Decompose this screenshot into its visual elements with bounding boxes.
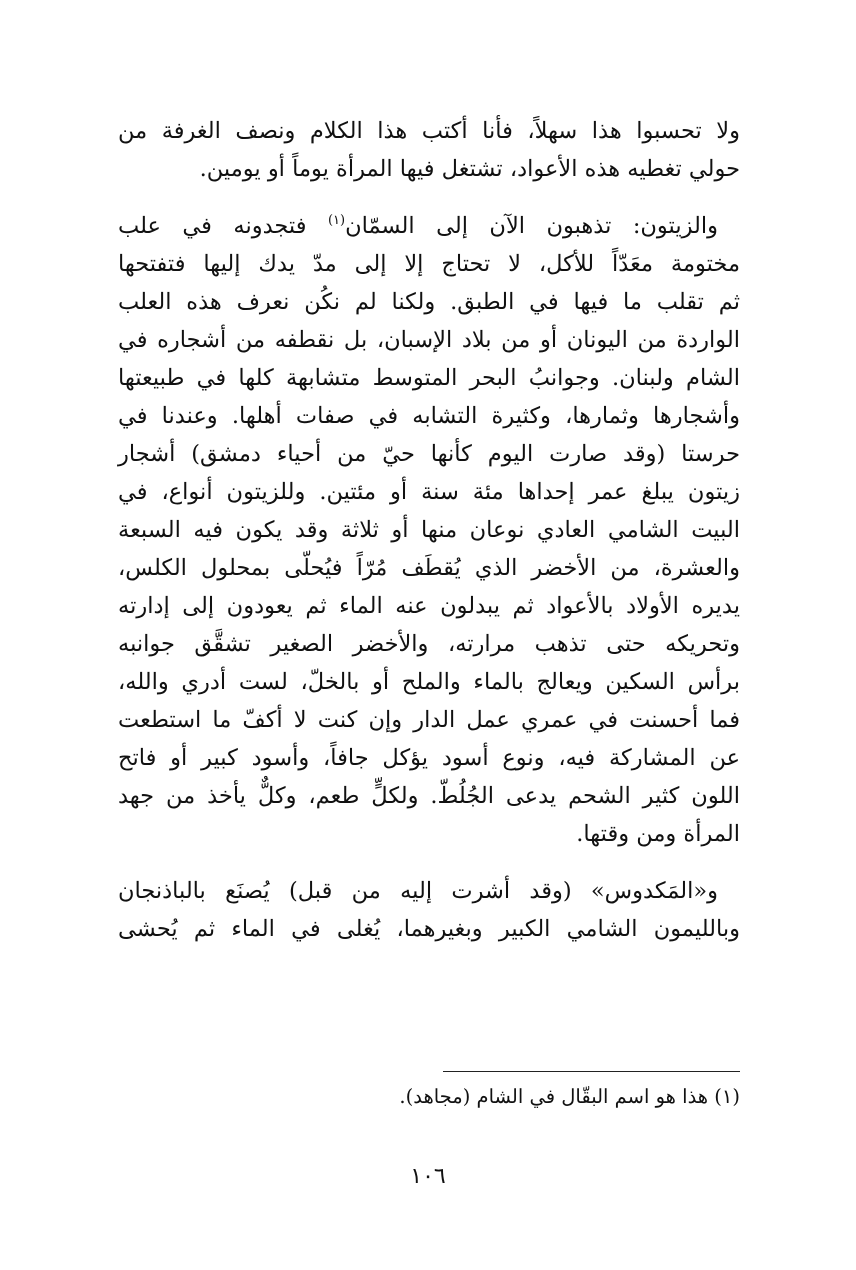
paragraph-3 [118, 872, 740, 948]
text-segment: والزيتون: تذهبون الآن إلى السمّان [345, 213, 718, 239]
text-line-with-footnote-ref [118, 207, 740, 245]
text-line: وبالليمون الشامي الكبير وبغيرهما، يُغلى في الماء ثم يُحشى [118, 916, 740, 942]
text-line: اللون كثير الشحم يدعى الجُلُطّ. ولكلٍّ طعم، وكلٌّ يأخذ من جهد [118, 783, 740, 809]
text-line: مختومة معَدّاً للأكل، لا تحتاج إلا إلى مدّ يدك إليها فتفتحها [118, 251, 741, 277]
footnote: (١) هذا هو اسم البقّال في الشام (مجاهد). [399, 1085, 740, 1108]
text-line: يديره الأولاد بالأعواد ثم يبدلون عنه الماء ثم يعودون إلى إدارته [118, 593, 740, 619]
text-segment: فتجدونه في علب [118, 213, 328, 239]
text-line: الشام ولبنان. وجوانبُ البحر المتوسط متشابهة كلها في طبيعتها [118, 365, 740, 391]
text-line: برأس السكين ويعالج بالماء والملح أو بالخلّ، لست أدري والله، [118, 669, 740, 695]
main-text [118, 112, 740, 948]
text-line: ولا تحسبوا هذا سهلاً، فأنا أكتب هذا الكلام ونصف الغرفة من [118, 118, 740, 144]
page-number: ١٠٦ [410, 1164, 446, 1189]
text-line: البيت الشامي العادي نوعان منها أو ثلاثة وقد يكون فيه السبعة [118, 517, 740, 543]
text-line: حرستا (وقد صارت اليوم كأنها حيّ من أحياء دمشق) أشجار [118, 441, 740, 467]
text-line: الواردة من اليونان أو من بلاد الإسبان، بل نقطفه من أشجاره في [118, 327, 740, 353]
paragraph-2 [118, 207, 740, 853]
text-line: وأشجارها وثمارها، وكثيرة التشابه في صفات أهلها. وعندنا في [118, 403, 740, 429]
text-line: و«المَكدوس» (وقد أشرت إليه من قبل) يُصنَع بالباذنجان [118, 878, 718, 904]
text-line: والعشرة، من الأخضر الذي يُقطَف مُرّاً فيُحلّى بمحلول الكلس، [118, 555, 740, 581]
footnote-reference[interactable]: (١) [327, 213, 346, 228]
text-line: فما أحسنت في عمري عمل الدار وإن كنت لا أكفّ ما استطعت [118, 707, 740, 733]
text-line: المرأة ومن وقتها. [576, 821, 740, 847]
text-line: زيتون يبلغ عمر إحداها مئة سنة أو مئتين. وللزيتون أنواع، في [118, 479, 740, 505]
text-line: وتحريكه حتى تذهب مرارته، والأخضر الصغير تشقَّق جوانبه [118, 631, 740, 657]
text-line: ثم تقلب ما فيها في الطبق. ولكنا لم نكُن نعرف هذه العلب [118, 289, 740, 315]
footnote-separator [443, 1071, 740, 1072]
text-line: حولي تغطيه هذه الأعواد، تشتغل فيها المرأة يوماً أو يومين. [199, 156, 740, 182]
paragraph-1 [118, 112, 740, 188]
text-line: عن المشاركة فيه، ونوع أسود يؤكل جافاً، وأسود كبير أو فاتح [118, 745, 740, 771]
